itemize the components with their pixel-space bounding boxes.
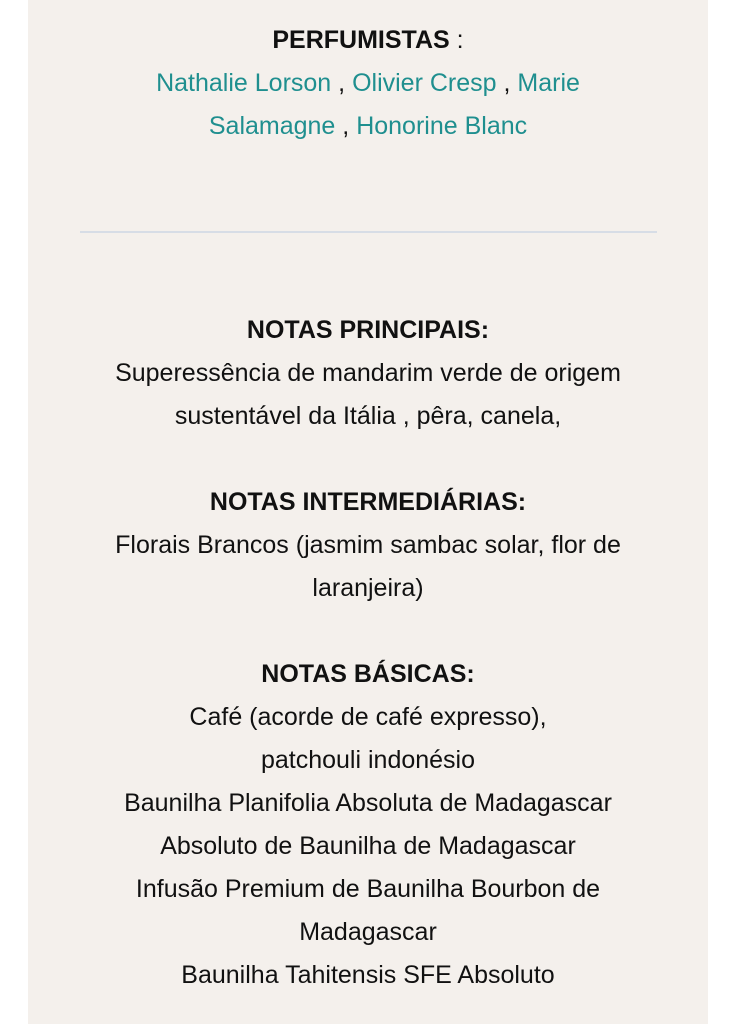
name-separator: , <box>331 69 353 97</box>
perfumer-link-nathalie-lorson[interactable]: Nathalie Lorson <box>156 69 332 97</box>
perfumer-link-honorine-blanc[interactable]: Honorine Blanc <box>356 112 528 140</box>
name-separator: , <box>496 69 518 97</box>
middle-notes-section <box>28 481 708 610</box>
perfumers-colon: : <box>449 26 464 54</box>
perfumer-link-marie-salamagne[interactable] <box>517 69 580 97</box>
perfumer-link-marie-salamagne-cont[interactable] <box>209 112 335 140</box>
perfumer-link-olivier-cresp[interactable]: Olivier Cresp <box>352 69 497 97</box>
base-notes-line: Baunilha Tahitensis SFE Absoluto <box>181 961 555 989</box>
perfumers-heading: PERFUMISTAS <box>272 26 450 54</box>
perfumer-marie-salamagne-text: Marie <box>517 69 580 97</box>
middle-notes-line: laranjeira) <box>312 574 424 602</box>
perfumers-section <box>28 19 708 148</box>
base-notes-line: Madagascar <box>299 918 437 946</box>
top-notes-heading: NOTAS PRINCIPAIS: <box>246 316 490 344</box>
top-notes-line: Superessência de mandarim verde de origem <box>115 359 621 387</box>
perfumers-heading-line <box>28 19 708 62</box>
top-notes-section <box>28 309 708 438</box>
middle-notes-line: Florais Brancos (jasmim sambac solar, flor de <box>115 531 621 559</box>
base-notes-line: Baunilha Planifolia Absoluta de Madagascar <box>124 789 612 817</box>
base-notes-line: Absoluto de Baunilha de Madagascar <box>160 832 576 860</box>
perfumers-line-1 <box>28 62 708 105</box>
base-notes-line: Café (acorde de café expresso), <box>189 703 547 731</box>
perfumers-line-2 <box>28 105 708 148</box>
perfumer-marie-salamagne-text-cont: Salamagne <box>208 112 336 140</box>
base-notes-section <box>28 653 708 997</box>
base-notes-heading: NOTAS BÁSICAS: <box>261 660 475 688</box>
base-notes-line: patchouli indonésio <box>260 746 476 774</box>
top-notes-line: sustentável da Itália , pêra, canela, <box>174 402 562 430</box>
content-panel <box>28 0 708 1024</box>
base-notes-line: Infusão Premium de Baunilha Bourbon de <box>135 875 601 903</box>
name-separator: , <box>335 112 357 140</box>
middle-notes-heading: NOTAS INTERMEDIÁRIAS: <box>209 488 527 516</box>
section-divider <box>80 231 657 233</box>
